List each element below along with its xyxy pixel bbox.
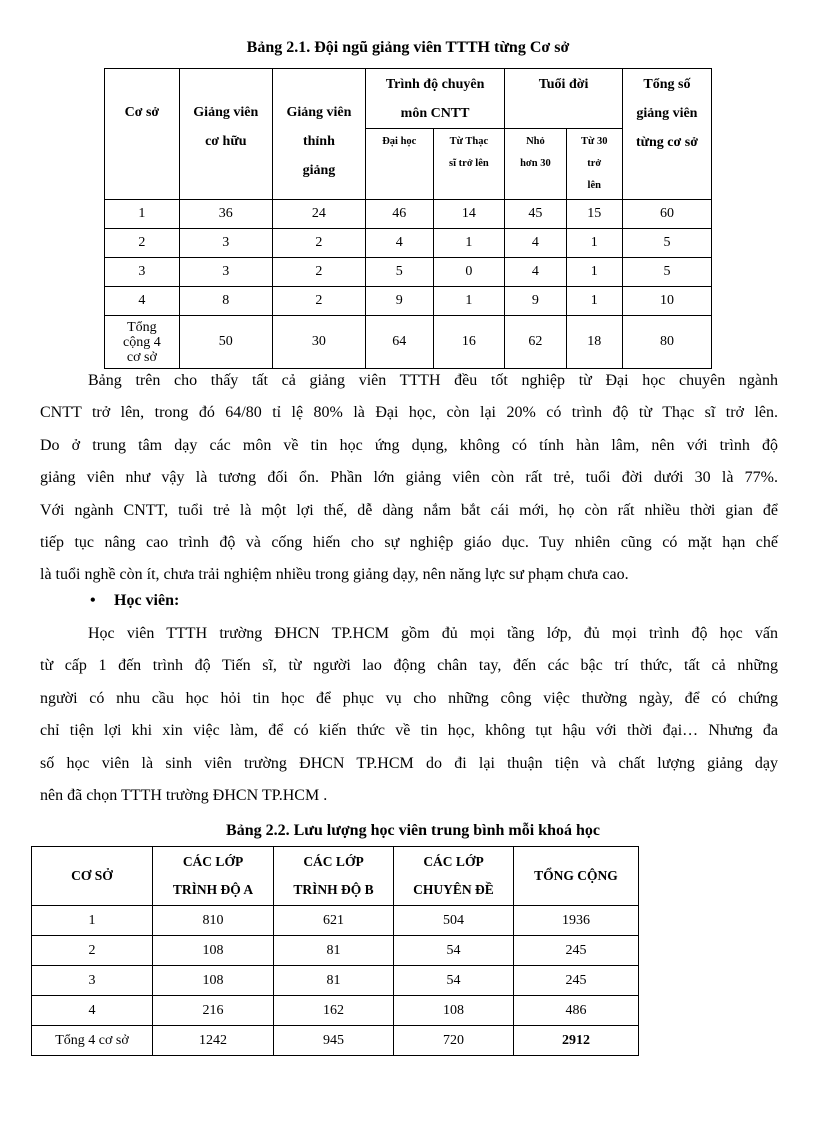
table-cell: 16 <box>433 316 505 369</box>
table-cell: 2 <box>272 258 365 287</box>
table-cell: 5 <box>622 258 711 287</box>
table-cell: 4 <box>366 229 434 258</box>
header-gv-co-huu: Giảng viên cơ hữu <box>179 69 272 200</box>
table-cell: 4 <box>105 287 180 316</box>
faculty-table <box>104 68 712 369</box>
table-total-row <box>105 316 712 369</box>
table-cell: 504 <box>394 906 514 936</box>
table-cell: 9 <box>366 287 434 316</box>
table-cell: 3 <box>179 229 272 258</box>
table-cell: 945 <box>274 1026 394 1056</box>
header-tong-so: Tổng số giảng viên từng cơ sở <box>622 69 711 200</box>
table-cell: 216 <box>153 996 274 1026</box>
table-cell: 621 <box>274 906 394 936</box>
text-line: nên đã chọn TTTH trường ĐHCN TP.HCM . <box>40 787 328 805</box>
text-line: Học viên TTTH trường ĐHCN TP.HCM gồm đủ mọi tầng lớp, đủ mọi trình độ học vấn <box>88 625 778 642</box>
header-co-so: Cơ sở <box>105 69 180 200</box>
text-line: chỉ tiện lợi khi xin việc làm, để có kiến thức về tin học, không tụt hậu với thời đại… Nhưng đa <box>40 722 778 740</box>
text-line: tiếp tục nâng cao trình độ và cống hiến cho sự nghiệp giáo dục. Tuy nhiên cũng có mặt hạn chế <box>40 534 778 552</box>
table-cell: 3 <box>179 258 272 287</box>
table-cell: 245 <box>514 966 639 996</box>
table2-caption: Bảng 2.2. Lưu lượng học viên trung bình mỗi khoá học <box>226 822 600 839</box>
header-nho-hon-30: Nhỏ hơn 30 <box>505 129 566 200</box>
table-cell: 2 <box>105 229 180 258</box>
table-cell: 8 <box>179 287 272 316</box>
table-cell: 0 <box>433 258 505 287</box>
paragraph-faculty-analysis <box>40 365 778 592</box>
bullet-icon: • <box>90 592 96 609</box>
table-cell: 720 <box>394 1026 514 1056</box>
table-cell: 15 <box>566 200 622 229</box>
table-cell: 36 <box>179 200 272 229</box>
header-lop-a: CÁC LỚP TRÌNH ĐỘ A <box>153 847 274 906</box>
section-heading: Học viên: <box>114 592 180 609</box>
table-cell: 18 <box>566 316 622 369</box>
table-row <box>105 200 712 229</box>
grand-total-cell: 2912 <box>514 1026 639 1056</box>
header-tong-cong: TỔNG CỘNG <box>514 847 639 906</box>
text-line: CNTT trở lên, trong đó 64/80 tỉ lệ 80% là Đại học, còn lại 20% có trình độ từ Thạc sĩ trở lên. <box>40 404 778 422</box>
table-row <box>105 287 712 316</box>
table-cell: 30 <box>272 316 365 369</box>
table-cell: 60 <box>622 200 711 229</box>
table-cell: 1 <box>566 287 622 316</box>
table-cell: 54 <box>394 966 514 996</box>
text-line: giảng viên như vậy là tương đối ổn. Phần lớn giảng viên còn rất trẻ, tuổi đời dưới 30 là 77%. <box>40 469 778 487</box>
table1-caption: Bảng 2.1. Đội ngũ giảng viên TTTH từng Cơ sở <box>246 39 570 56</box>
table-cell: 5 <box>622 229 711 258</box>
header-lop-b: CÁC LỚP TRÌNH ĐỘ B <box>274 847 394 906</box>
total-label: Tổng 4 cơ sở <box>32 1026 153 1056</box>
table-header-row <box>32 847 639 906</box>
table-cell: 1 <box>433 287 505 316</box>
table-cell: 810 <box>153 906 274 936</box>
table-cell: 1 <box>566 229 622 258</box>
table-cell: 108 <box>394 996 514 1026</box>
text-line: Với ngành CNTT, tuổi trẻ là một lợi thế, dễ dàng nắm bắt cái mới, họ còn rất nhiều thời gian để <box>40 501 778 519</box>
table-cell: 50 <box>179 316 272 369</box>
table-cell: 162 <box>274 996 394 1026</box>
table-cell: 9 <box>505 287 566 316</box>
table-cell: 108 <box>153 936 274 966</box>
table-cell: 108 <box>153 966 274 996</box>
table-cell: 3 <box>105 258 180 287</box>
enrollment-table <box>31 846 639 1056</box>
table-cell: 45 <box>505 200 566 229</box>
text-line: số học viên là sinh viên trường ĐHCN TP.HCM do đi lại thuận tiện và chất lượng giảng dạy <box>40 754 778 772</box>
text-line: Bảng trên cho thấy tất cả giảng viên TTTH đều tốt nghiệp từ Đại học chuyên ngành <box>88 372 778 389</box>
text-line: Do ở trung tâm dạy các môn về tin học ứng dụng, không có tính hàn lâm, nên với trình độ <box>40 436 778 454</box>
table-cell: 64 <box>366 316 434 369</box>
table-cell: 46 <box>366 200 434 229</box>
table-cell: 62 <box>505 316 566 369</box>
table-cell: 1 <box>105 200 180 229</box>
table-cell: 4 <box>32 996 153 1026</box>
table-row <box>32 936 639 966</box>
table-cell: 54 <box>394 936 514 966</box>
table-cell: 81 <box>274 966 394 996</box>
table-cell: 10 <box>622 287 711 316</box>
text-line: từ cấp 1 đến trình độ Tiến sĩ, từ người lao động chân tay, đến các bậc trí thức, tất cả những <box>40 657 778 675</box>
table-cell: 486 <box>514 996 639 1026</box>
header-tuoi-doi: Tuổi đời <box>505 69 623 129</box>
table-row <box>32 906 639 936</box>
table-row <box>32 966 639 996</box>
table-cell: 2 <box>272 287 365 316</box>
table-row <box>105 258 712 287</box>
table-cell: 24 <box>272 200 365 229</box>
text-line: là tuổi nghề còn ít, chưa trải nghiệm nhiều trong giảng dạy, nên năng lực sư phạm chưa cao. <box>40 566 629 584</box>
table-cell: 1 <box>566 258 622 287</box>
table-cell: 2 <box>32 936 153 966</box>
header-trinh-do: Trình độ chuyên môn CNTT <box>366 69 505 129</box>
table-cell: 81 <box>274 936 394 966</box>
header-thac-si: Từ Thạc sĩ trở lên <box>433 129 505 200</box>
table-row <box>105 229 712 258</box>
text-line: người có nhu cầu học hỏi tin học để phục vụ cho những công việc thường ngày, để có chứng <box>40 689 778 707</box>
table-cell: 2 <box>272 229 365 258</box>
paragraph-students <box>40 618 778 812</box>
header-chuyen-de: CÁC LỚP CHUYÊN ĐỀ <box>394 847 514 906</box>
table-cell: 5 <box>366 258 434 287</box>
table-cell: 1242 <box>153 1026 274 1056</box>
header-co-so: CƠ SỞ <box>32 847 153 906</box>
header-tu-30: Từ 30 trở lên <box>566 129 622 200</box>
table-cell: 245 <box>514 936 639 966</box>
table-cell: 3 <box>32 966 153 996</box>
section-bullet <box>90 590 179 612</box>
table-total-row <box>32 1026 639 1056</box>
table-cell: 14 <box>433 200 505 229</box>
total-label: Tổng cộng 4 cơ sở <box>105 316 180 369</box>
header-dai-hoc: Đại học <box>366 129 434 200</box>
table-cell: 80 <box>622 316 711 369</box>
table-cell: 1 <box>32 906 153 936</box>
table-cell: 4 <box>505 229 566 258</box>
table-row <box>32 996 639 1026</box>
header-gv-thinh-giang: Giảng viên thỉnh giảng <box>272 69 365 200</box>
table-cell: 4 <box>505 258 566 287</box>
table-cell: 1 <box>433 229 505 258</box>
table-cell: 1936 <box>514 906 639 936</box>
